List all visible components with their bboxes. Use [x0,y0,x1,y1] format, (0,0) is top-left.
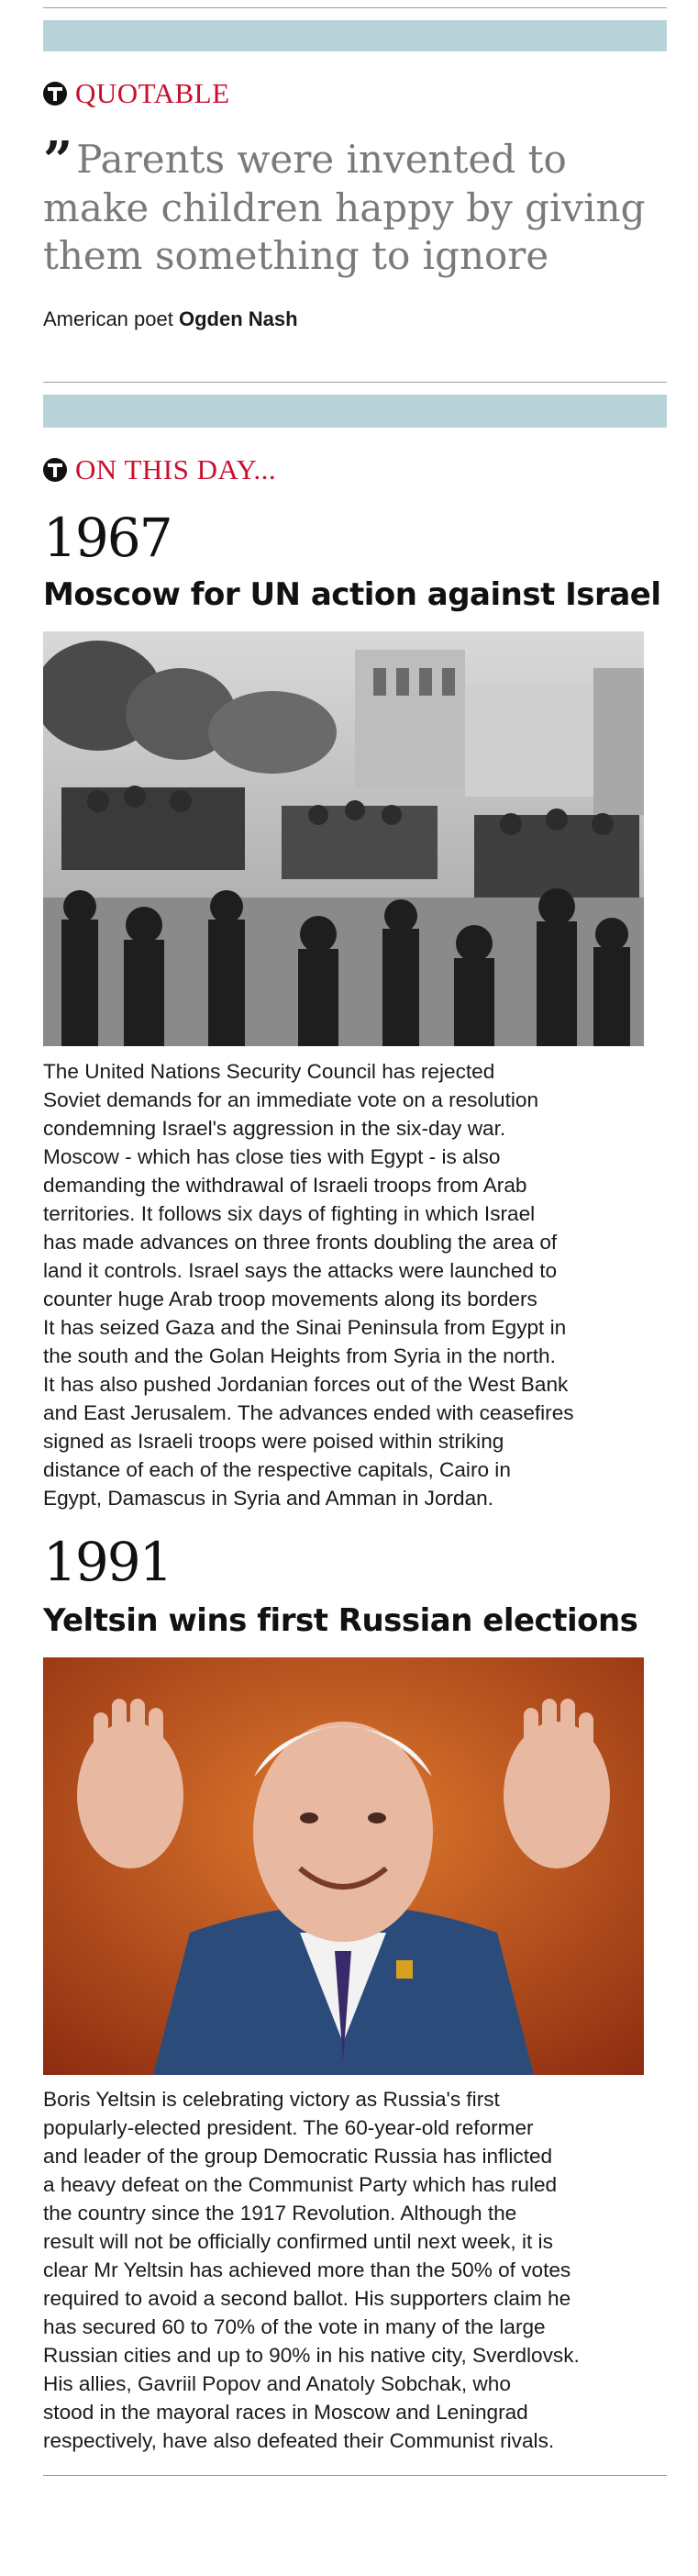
body-line: condemning Israel's aggression in the six-day war. [43,1117,506,1140]
body-line: distance of each of the respective capitals, Cairo in [43,1458,511,1481]
yeltsin-photo-image [43,1657,644,2075]
body-line: the south and the Golan Heights from Syria in the north. [43,1344,556,1367]
story-body [43,1057,667,1512]
body-line: Russian cities and up to 90% in his native city, Sverdlovsk. [43,2344,580,2367]
body-line: It has seized Gaza and the Sinai Peninsula from Egypt in [43,1316,567,1339]
quotable-kicker [43,77,230,110]
body-line: The United Nations Security Council has rejected [43,1060,495,1083]
body-line: required to avoid a second ballot. His supporters claim he [43,2287,571,2310]
quote-line: Parents were invented to [76,137,567,182]
times-logo-icon [43,458,67,482]
quote-mark-icon: ” [43,130,73,191]
body-line: the country since the 1917 Revolution. Although the [43,2202,517,2225]
body-line: His allies, Gavriil Popov and Anatoly Sobchak, who [43,2372,511,2395]
story-year: 1991 [43,1531,172,1593]
story-body [43,2085,667,2455]
section-band-quotable [43,20,667,51]
on-this-day-kicker-label: ON THIS DAY... [75,453,277,485]
body-line: result will not be officially confirmed until next week, it is [43,2230,553,2253]
body-line: has secured 60 to 70% of the vote in many of the large [43,2315,546,2338]
body-line: respectively, have also defeated their Communist rivals. [43,2429,555,2452]
photo-troops-1967 [43,631,644,1046]
body-line: signed as Israeli troops were poised within striking [43,1430,504,1453]
body-line: Boris Yeltsin is celebrating victory as Russia's first [43,2088,500,2111]
quote-line: make children happy by giving [43,185,646,230]
quote-line: them something to ignore [43,233,549,278]
attribution-name: Ogden Nash [178,307,298,330]
body-line: Egypt, Damascus in Syria and Amman in Jordan. [43,1487,494,1510]
body-line: clear Mr Yeltsin has achieved more than the 50% of votes [43,2258,571,2281]
body-line: and East Jerusalem. The advances ended with ceasefires [43,1401,574,1424]
body-line: counter huge Arab troop movements along its borders [43,1288,537,1310]
troops-photo-image [43,631,644,1046]
body-line: Moscow - which has close ties with Egypt - is also [43,1145,501,1168]
body-line: territories. It follows six days of fighting in which Israel [43,1202,536,1225]
attribution-prefix: American poet [43,307,179,330]
section-band-on-this-day [43,395,667,428]
on-this-day-kicker [43,453,276,486]
times-logo-icon [43,82,67,106]
body-line: has made advances on three fronts doubling the area of [43,1231,558,1254]
body-line: land it controls. Israel says the attacks were launched to [43,1259,558,1282]
top-rule [43,7,667,8]
bottom-rule [43,2475,667,2476]
quotable-kicker-label: QUOTABLE [75,77,230,109]
body-line: popularly-elected president. The 60-year-old reformer [43,2116,534,2139]
body-line: demanding the withdrawal of Israeli troops from Arab [43,1174,527,1197]
pull-quote [43,130,667,280]
story-headline: Yeltsin wins first Russian elections [43,1602,638,1639]
body-line: Soviet demands for an immediate vote on a resolution [43,1088,539,1111]
body-line: a heavy defeat on the Communist Party which has ruled [43,2173,558,2196]
story-year: 1967 [43,507,172,569]
photo-yeltsin-1991 [43,1657,644,2075]
body-line: and leader of the group Democratic Russia has inflicted [43,2145,553,2168]
story-headline: Moscow for UN action against Israel [43,576,661,613]
body-line: stood in the mayoral races in Moscow and Leningrad [43,2401,528,2424]
body-line: It has also pushed Jordanian forces out of the West Bank [43,1373,569,1396]
quote-attribution [43,307,298,331]
section-rule [43,382,667,383]
